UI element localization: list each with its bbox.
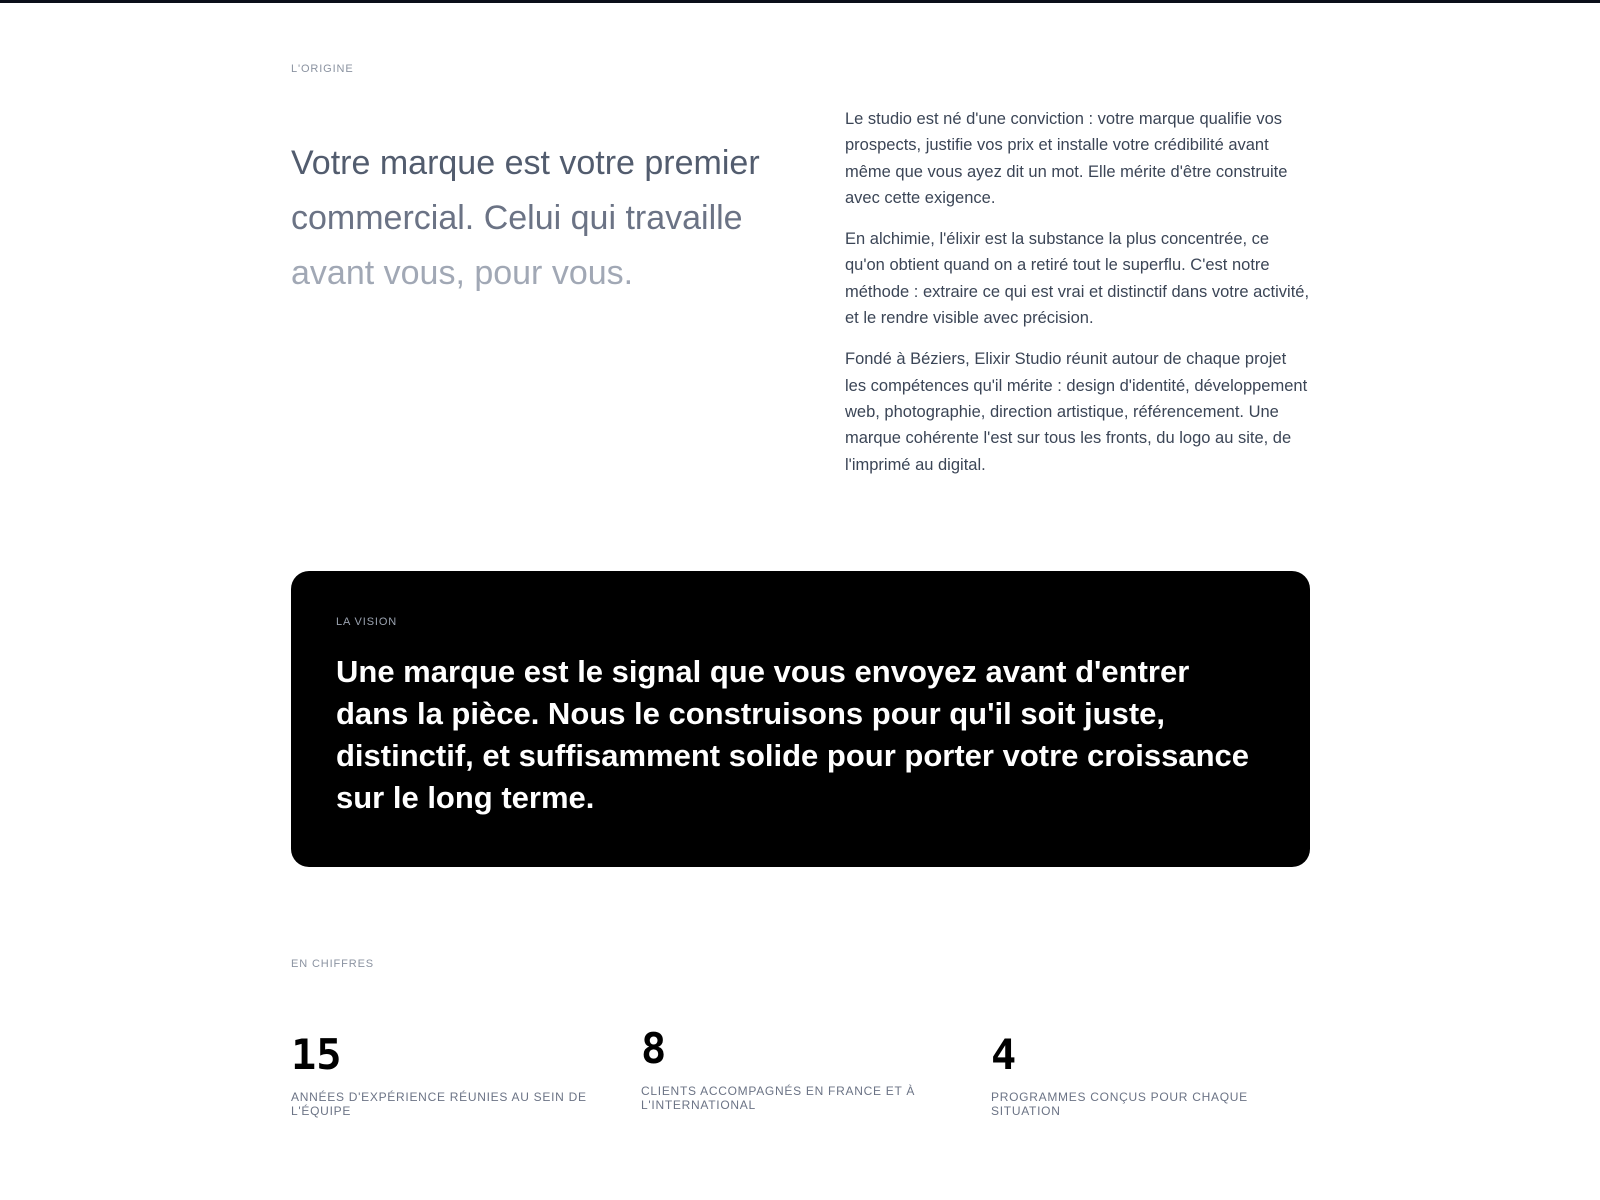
headline-line-3: avant vous, pour vous. [291, 254, 634, 293]
vision-statement: Une marque est le signal que vous envoyez avant d'entrer dans la pièce. Nous le construisons pour qu'il soit juste, distinctif, et suffisamment solide pour porter votre croissance sur le long terme. [336, 654, 1249, 815]
headline-line-1: Votre marque est votre premier [291, 144, 760, 183]
stat-label: ANNÉES D'EXPÉRIENCE RÉUNIES AU SEIN DE L'ÉQUIPE [291, 1090, 587, 1118]
stats-eyebrow: EN CHIFFRES [291, 958, 375, 970]
stat-label: CLIENTS ACCOMPAGNÉS EN FRANCE ET À L'INTERNATIONAL [641, 1084, 916, 1112]
origin-paragraph-3: Fondé à Béziers, Elixir Studio réunit autour de chaque projet les compétences qu'il mérite : design d'identité, développement web, photographie, direction artistique, référencement. Une marque cohérente l'est sur tous les fronts, du logo au site, de l'imprimé au digital. [845, 350, 1308, 474]
origin-paragraph-1: Le studio est né d'une conviction : votre marque qualifie vos prospects, justifie vos prix et installe votre crédibilité avant même que vous ayez dit un mot. Elle mérite d'être construite avec cette exigence. [845, 110, 1288, 207]
headline-line-2: commercial. Celui qui travaille [291, 199, 743, 238]
origin-body [845, 106, 1310, 493]
top-border-rule [0, 0, 1600, 3]
vision-eyebrow: LA VISION [336, 616, 398, 628]
stat-programs [991, 1030, 1311, 1118]
stat-years-experience [291, 1030, 611, 1118]
stat-value: 8 [641, 1024, 667, 1073]
vision-card [291, 571, 1310, 867]
origin-eyebrow: L'ORIGINE [291, 63, 354, 75]
stat-value: 4 [991, 1030, 1017, 1079]
origin-paragraph-2: En alchimie, l'élixir est la substance la plus concentrée, ce qu'on obtient quand on a retiré tout le superflu. C'est notre méthode : extraire ce qui est vrai et distinctif dans votre activité, et le rendre visible avec précision. [845, 230, 1310, 328]
stat-label: PROGRAMMES CONÇUS POUR CHAQUE SITUATION [991, 1090, 1248, 1118]
stat-clients [641, 1024, 961, 1112]
stat-value: 15 [291, 1030, 342, 1079]
origin-headline [291, 136, 811, 301]
